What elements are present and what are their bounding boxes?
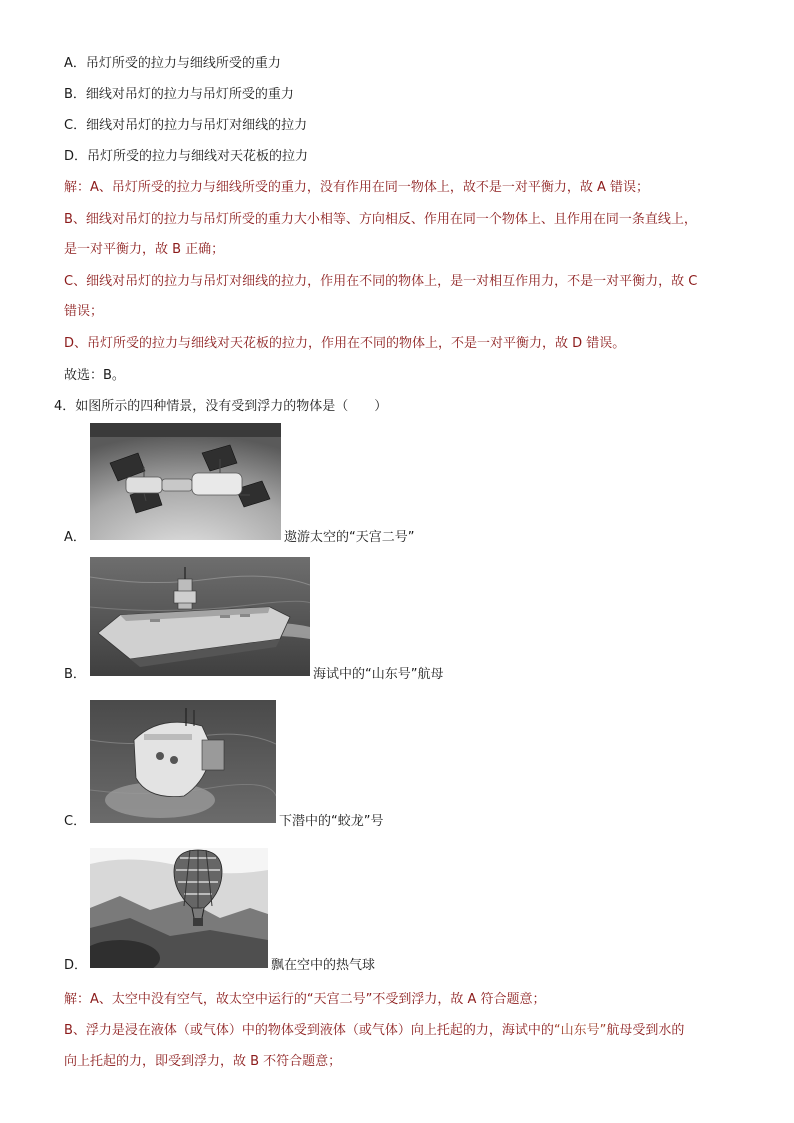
solution-q3-line6: D、吊灯所受的拉力与细线对天花板的拉力，作用在不同的物体上，不是一对平衡力，故 D 错误。 <box>64 336 626 351</box>
solution-q3-line5: 错误； <box>64 304 104 319</box>
option-a-q3: A．吊灯所受的拉力与细线所受的重力 <box>64 56 281 71</box>
solution-q4-line2 <box>64 1021 684 1041</box>
solution-q3-line1: 解：A、吊灯所受的拉力与细线所受的重力，没有作用在同一物体上，故不是一对平衡力，故 A 错误； <box>64 180 650 195</box>
solution-q3-line2: B、细线对吊灯的拉力与吊灯所受的重力大小相等、方向相反、作用在同一个物体上、且作用在同一条直线上， <box>64 212 697 227</box>
solution-q3-line4: C、细线对吊灯的拉力与吊灯对细线的拉力，作用在不同的物体上，是一对相互作用力，不是一对平衡力，故 C <box>64 274 698 289</box>
solution-q3-line3: 是一对平衡力，故 B 正确； <box>64 242 225 257</box>
option-c-caption: 下潜中的“蛟龙”号 <box>279 814 384 829</box>
option-a-caption: 遨游太空的“天宫二号” <box>284 530 415 545</box>
option-b-letter: B． <box>64 667 86 682</box>
option-b-q3: B．细线对吊灯的拉力与吊灯所受的重力 <box>64 87 294 102</box>
solution-q4-line3: 向上托起的力，即受到浮力，故 B 不符合题意； <box>64 1054 342 1069</box>
option-d-q3: D．吊灯所受的拉力与细线对天花板的拉力 <box>64 149 309 164</box>
option-b-caption: 海试中的“山东号”航母 <box>313 667 444 682</box>
question-4-stem: 4．如图所示的四种情景，没有受到浮力的物体是（ ） <box>54 399 388 414</box>
option-d-letter: D． <box>64 958 88 973</box>
shandong-highlight: “山东号” <box>553 1023 607 1038</box>
solution-q4-line1: 解：A、太空中没有空气，故太空中运行的“天宫二号”不受到浮力，故 A 符合题意； <box>64 992 546 1007</box>
solution-q4-line2-post: 航母受到水的 <box>606 1023 685 1038</box>
option-c-q3: C．细线对吊灯的拉力与吊灯对细线的拉力 <box>64 118 308 133</box>
carrier-photo <box>90 557 310 676</box>
hot-air-balloon-photo <box>90 848 268 968</box>
option-a-letter: A． <box>64 530 86 545</box>
solution-q4-line2-pre: B、浮力是浸在液体（或气体）中的物体受到液体（或气体）向上托起的力，海试中的 <box>64 1023 554 1038</box>
tiangong-photo <box>90 423 281 540</box>
solution-q3-answer: 故选：B。 <box>64 368 125 383</box>
option-c-letter: C． <box>64 814 87 829</box>
jiaolong-photo <box>90 700 276 823</box>
option-d-caption: 飘在空中的热气球 <box>271 958 376 973</box>
